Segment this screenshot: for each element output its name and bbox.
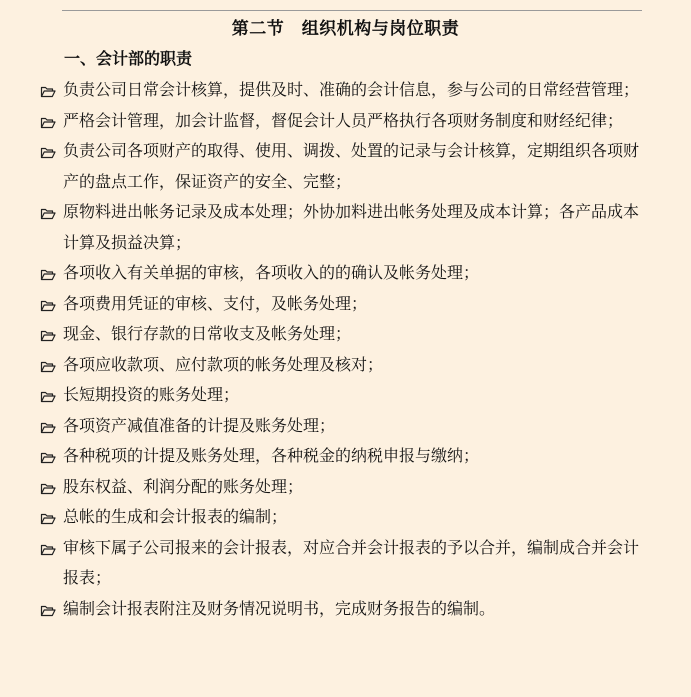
list-item-text: 严格会计管理，加会计监督，督促会计人员严格执行各项财务制度和财经纪律； <box>63 110 624 130</box>
list-item-text: 各项应收款项、应付款项的帐务处理及核对； <box>63 354 384 374</box>
folder-bullet-icon <box>40 481 56 495</box>
list-item-text: 编制会计报表附注及财务情况说明书，完成财务报告的编制。 <box>63 598 496 618</box>
list-item <box>0 75 643 106</box>
list-item <box>0 258 643 289</box>
list-item <box>0 350 643 381</box>
list-item <box>0 411 643 442</box>
folder-bullet-icon <box>40 359 56 373</box>
folder-bullet-icon <box>40 145 56 159</box>
list-item <box>0 380 643 411</box>
section-title: 第二节 组织机构与岗位职责 <box>231 19 460 39</box>
list-item <box>0 106 643 137</box>
folder-bullet-icon <box>40 450 56 464</box>
list-item-text: 各项收入有关单据的审核，各项收入的的确认及帐务处理； <box>63 263 480 282</box>
list-item-text: 现金、银行存款的日常收支及帐务处理； <box>63 324 352 343</box>
list-item <box>0 197 643 258</box>
list-item <box>0 289 643 320</box>
list-item <box>0 472 643 503</box>
top-divider <box>62 10 642 11</box>
folder-bullet-icon <box>40 206 56 220</box>
folder-bullet-icon <box>40 420 56 434</box>
list-item-text: 各种税项的计提及账务处理，各种税金的纳税申报与缴纳； <box>63 446 480 465</box>
folder-bullet-icon <box>40 328 56 342</box>
list-item-text: 股东权益、利润分配的账务处理； <box>63 476 304 496</box>
list-item <box>0 594 643 625</box>
list-item-text: 负责公司各项财产的取得、使用、调拨、处置的记录与会计核算，定期组织各项财产的盘点工作，保证资产的安全、完整； <box>63 141 640 191</box>
folder-bullet-icon <box>40 542 56 556</box>
list-item <box>0 441 643 472</box>
subheading: 一、会计部的职责 <box>64 49 193 68</box>
list-item <box>0 502 643 533</box>
list-item-text: 各项费用凭证的审核、支付，及帐务处理； <box>63 293 368 313</box>
duty-list <box>0 75 691 624</box>
folder-bullet-icon <box>40 84 56 98</box>
list-item-text: 原物料进出帐务记录及成本处理；外协加料进出帐务处理及成本计算；各产品成本计算及损益决算； <box>63 202 640 252</box>
list-item-text: 总帐的生成和会计报表的编制； <box>63 507 288 526</box>
list-item <box>0 319 643 350</box>
list-item <box>0 533 643 594</box>
list-item-text: 各项资产减值准备的计提及账务处理； <box>63 415 336 435</box>
list-item-text: 负责公司日常会计核算，提供及时、准确的会计信息，参与公司的日常经营管理； <box>63 80 640 99</box>
folder-bullet-icon <box>40 511 56 525</box>
folder-bullet-icon <box>40 389 56 403</box>
folder-bullet-icon <box>40 267 56 281</box>
folder-bullet-icon <box>40 298 56 312</box>
list-item <box>0 136 643 197</box>
list-item-text: 长短期投资的账务处理； <box>63 385 240 404</box>
list-item-text: 审核下属子公司报来的会计报表，对应合并会计报表的予以合并，编制成合并会计报表； <box>63 537 640 587</box>
folder-bullet-icon <box>40 115 56 129</box>
folder-bullet-icon <box>40 603 56 617</box>
